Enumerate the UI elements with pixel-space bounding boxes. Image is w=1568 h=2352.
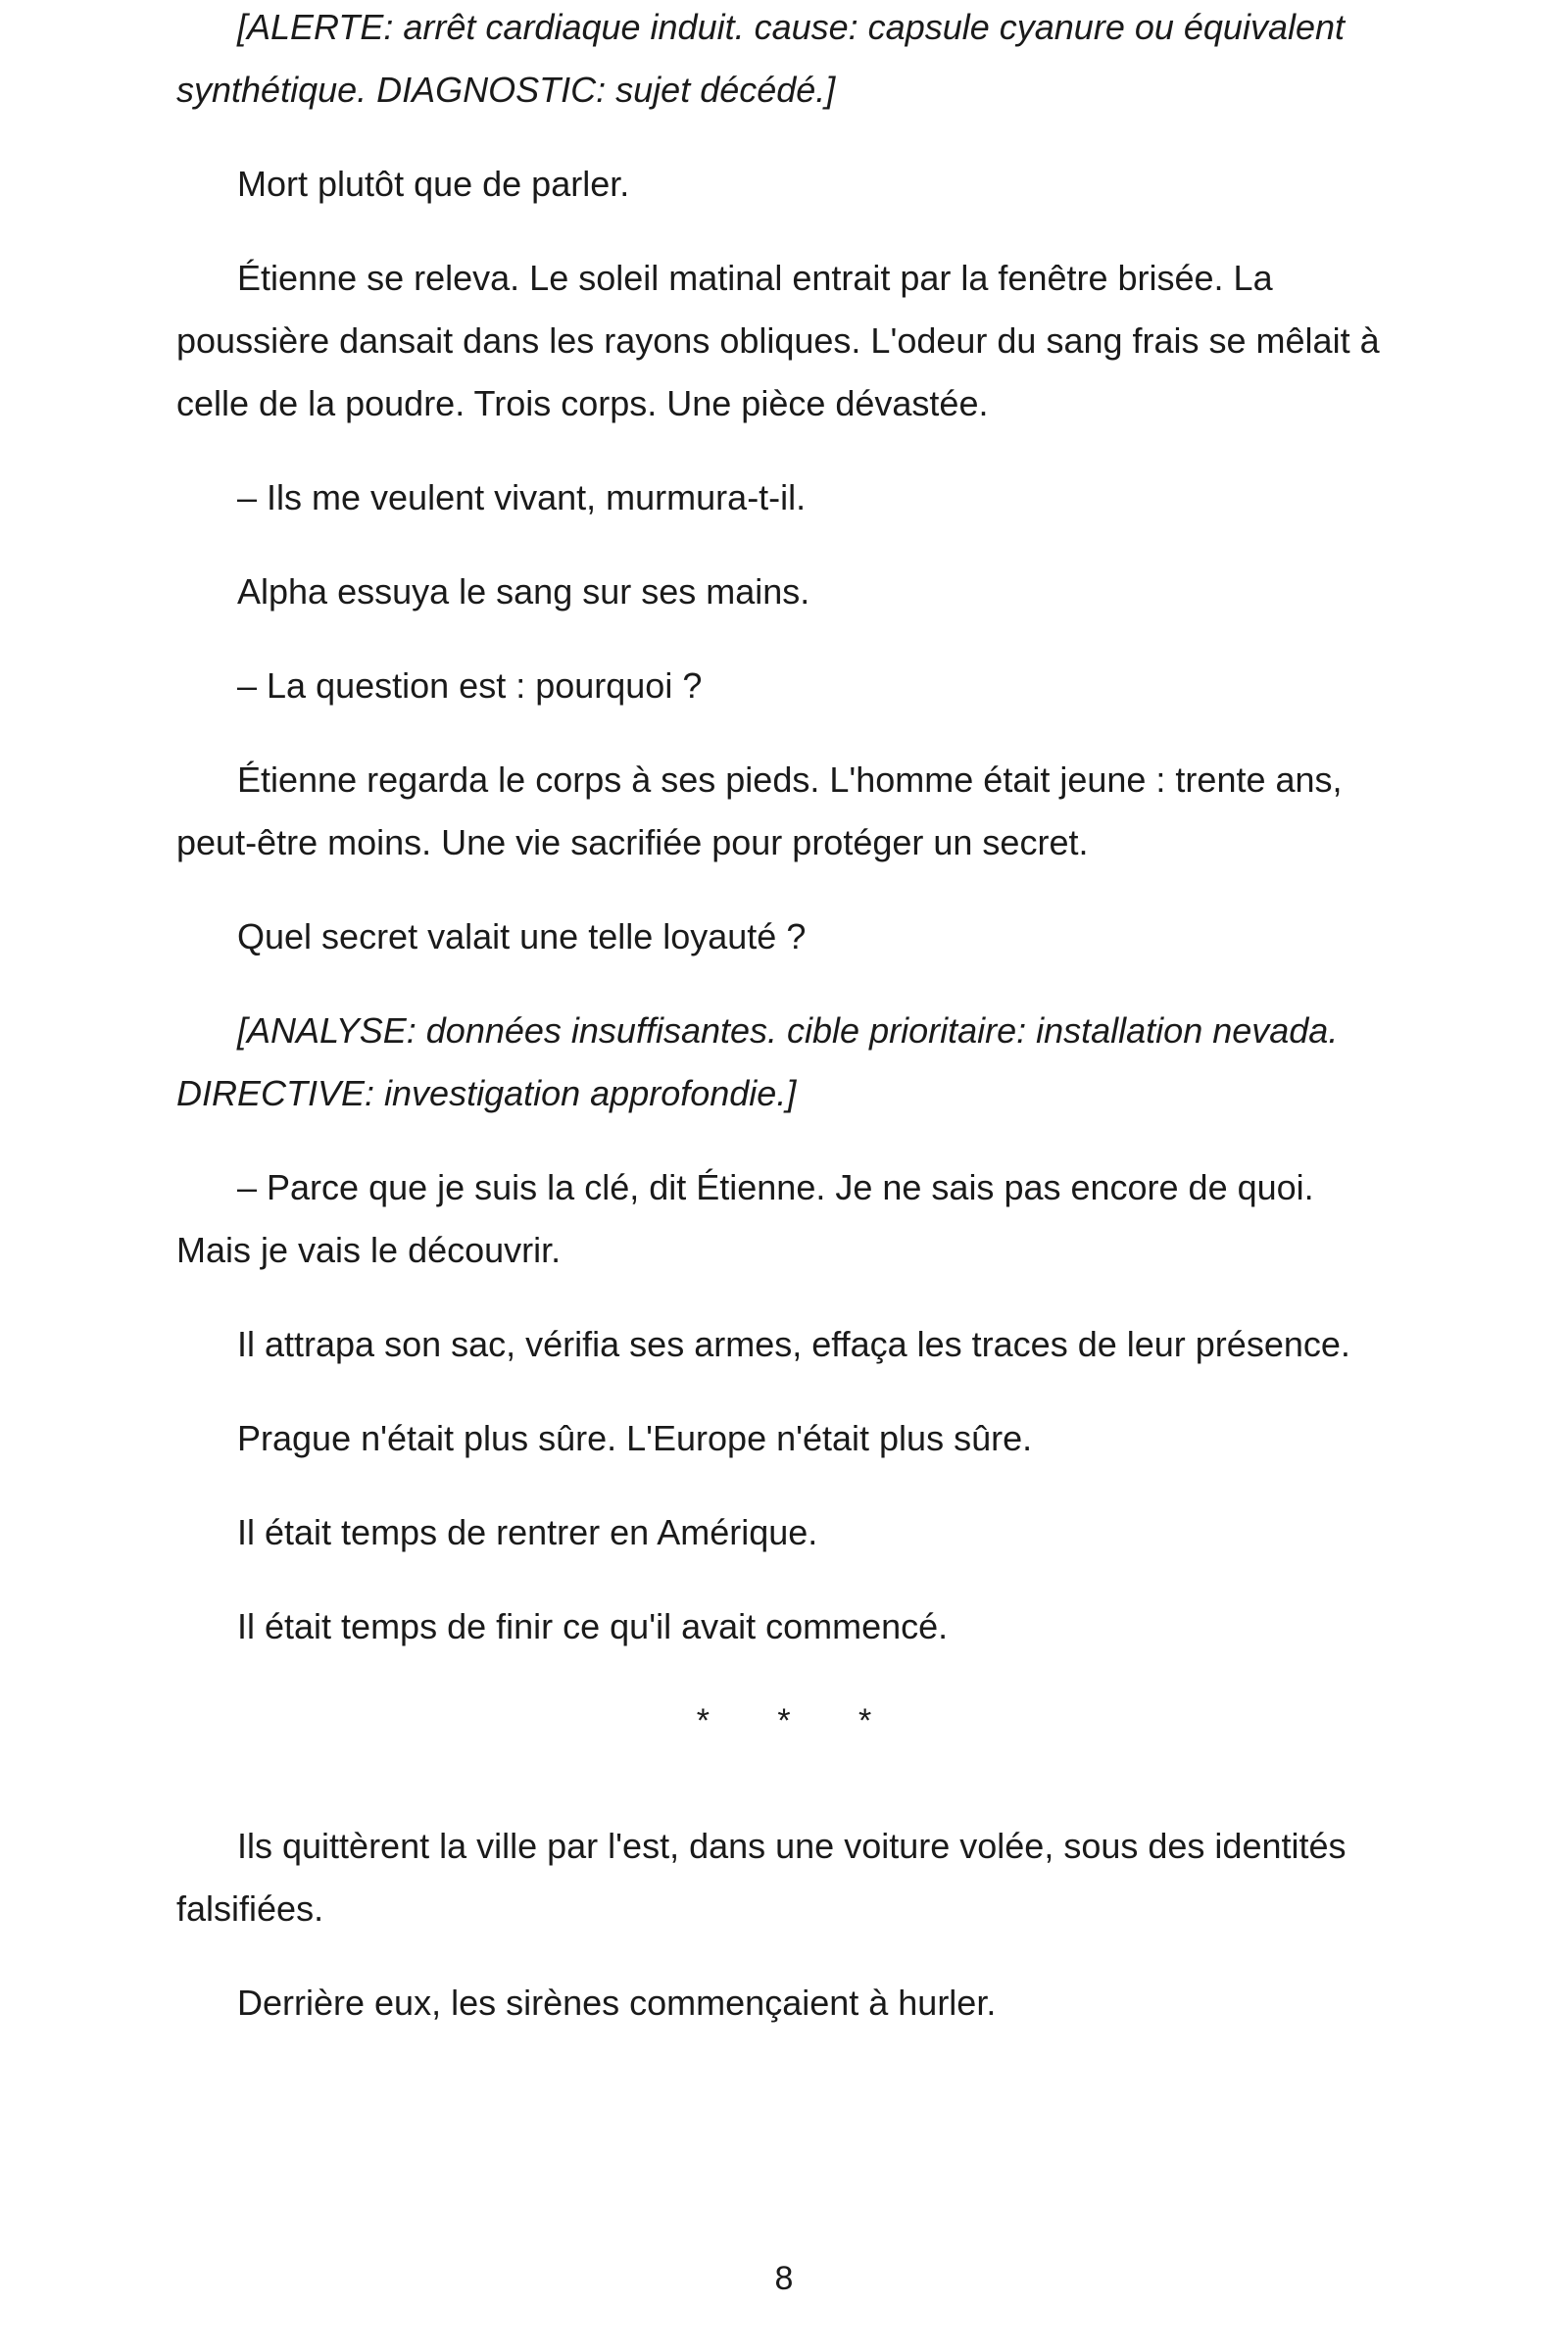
page-number: 8 <box>774 2260 794 2297</box>
document-page <box>176 0 1392 2352</box>
paragraph: Mort plutôt que de parler. <box>237 164 630 204</box>
paragraph: Étienne regarda le corps à ses pieds. L'homme était jeune : trente ans, peut-être moins. Une vie sacrifiée pour protéger un secret. <box>176 760 1343 862</box>
dialogue-paragraph: – Parce que je suis la clé, dit Étienne. Je ne sais pas encore de quoi. Mais je vais le découvrir. <box>176 1167 1314 1270</box>
paragraph: Prague n'était plus sûre. L'Europe n'était plus sûre. <box>237 1418 1033 1458</box>
paragraph: Derrière eux, les sirènes commençaient à hurler. <box>237 1983 997 2023</box>
paragraph: Alpha essuya le sang sur ses mains. <box>237 571 810 612</box>
paragraph: Il était temps de rentrer en Amérique. <box>237 1512 818 1552</box>
body-text <box>176 0 1392 2034</box>
paragraph: Ils quittèrent la ville par l'est, dans une voiture volée, sous des identités falsifiées. <box>176 1826 1347 1929</box>
paragraph: Quel secret valait une telle loyauté ? <box>237 916 807 956</box>
paragraph: Il attrapa son sac, vérifia ses armes, effaça les traces de leur présence. <box>237 1324 1350 1364</box>
system-alert-paragraph: [ALERTE: arrêt cardiaque induit. cause: capsule cyanure ou équivalent synthétique. DIAGNOSTIC: sujet décédé.] <box>176 7 1346 110</box>
system-analysis-paragraph: [ANALYSE: données insuffisantes. cible prioritaire: installation nevada. DIRECTIVE: investigation approfondie.] <box>176 1010 1339 1113</box>
dialogue-paragraph: – Ils me veulent vivant, murmura-t-il. <box>237 477 807 517</box>
paragraph: Étienne se releva. Le soleil matinal entrait par la fenêtre brisée. La poussière dansait dans les rayons obliques. L'odeur du sang frais se mêlait à celle de la poudre. Trois corps. Une pièce dévastée. <box>176 258 1380 423</box>
paragraph: Il était temps de finir ce qu'il avait commencé. <box>237 1606 949 1646</box>
dialogue-paragraph: – La question est : pourquoi ? <box>237 665 703 706</box>
scene-break: * * * <box>696 1702 902 1740</box>
